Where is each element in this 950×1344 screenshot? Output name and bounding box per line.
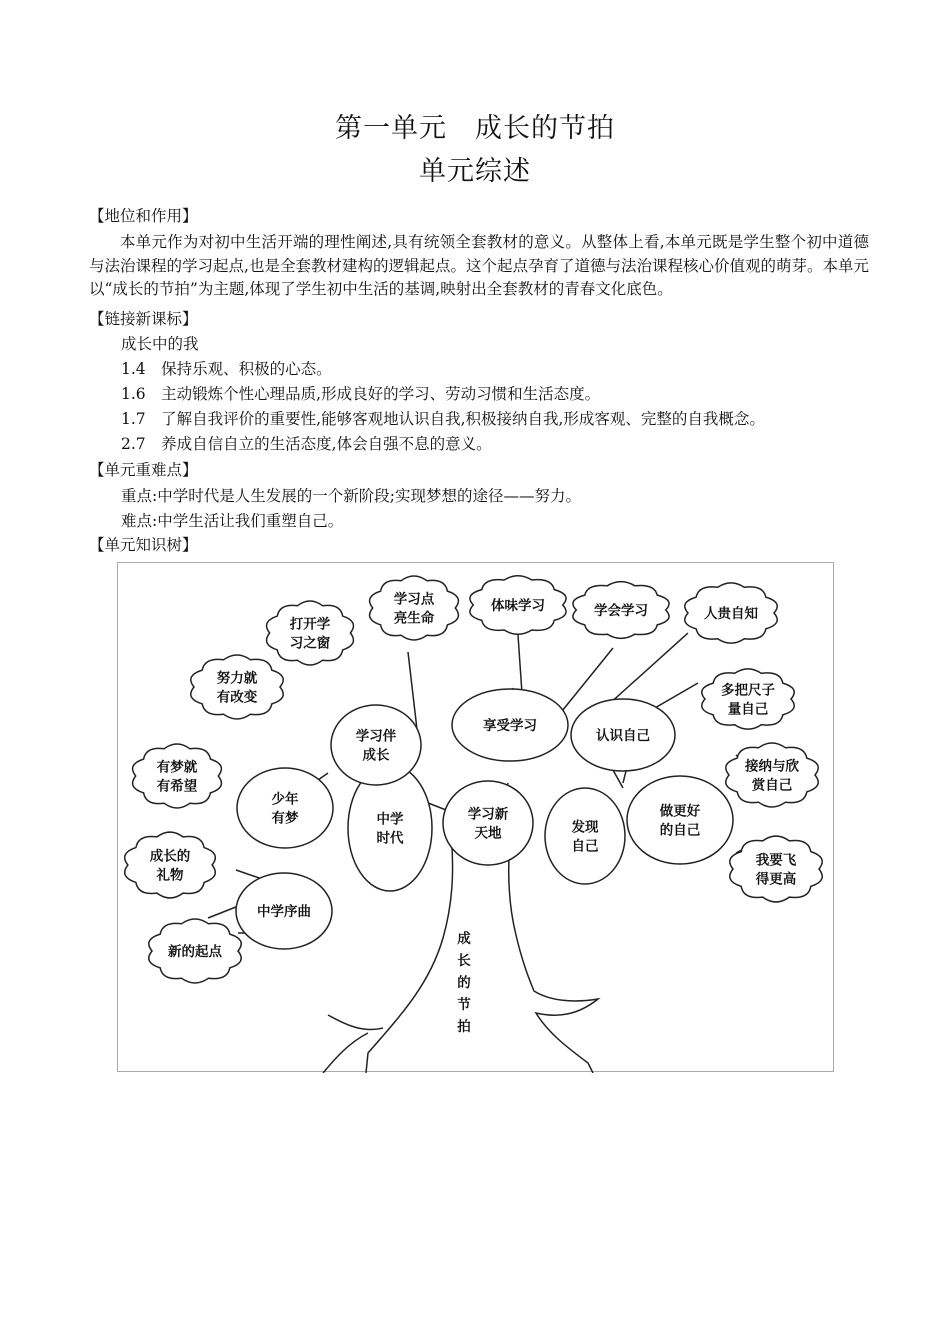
standards-intro: 成长中的我 [121,335,199,353]
tree-oval-node [237,768,333,848]
tree-oval-node [443,781,533,865]
oval-label: 认识自己 [596,728,650,744]
oval-label: 有梦 [271,810,299,827]
tree-cloud-node [191,655,283,719]
tree-cloud-node [133,744,222,808]
tree-cloud-node [702,669,794,729]
cloud-label: 我要飞 [755,852,797,869]
knowledge-tree [117,562,834,1072]
oval-label: 中学序曲 [257,904,311,920]
page-subtitle: 单元综述 [419,156,531,187]
standard-item: 2.7 养成自信自立的生活态度,体会自强不息的意义。 [121,435,492,453]
cloud-label: 有改变 [216,689,258,706]
oval-label: 少年 [271,791,299,808]
cloud-label: 新的起点 [168,944,222,960]
oval-label: 的自己 [659,822,701,839]
cloud-label: 得更高 [755,871,797,888]
cloud-label: 习之窗 [289,635,331,652]
tree-cloud-node [726,743,818,807]
oval-label: 中学 [376,811,404,828]
cloud-label: 亮生命 [393,610,435,627]
cloud-label: 人贵自知 [704,606,758,622]
section-heading-keypoints: 【单元重难点】 [89,461,198,479]
oval-label: 时代 [376,830,404,847]
cloud-label: 量自己 [727,701,769,718]
oval-label: 自己 [571,838,599,855]
tree-cloud-node [370,576,459,640]
tree-cloud-node [267,601,354,665]
tree-oval-node [331,705,421,785]
tree-cloud-node [125,832,216,898]
section-heading-tree: 【单元知识树】 [89,536,198,554]
oval-label: 发现 [571,819,599,836]
standard-item: 1.7 了解自我评价的重要性,能够客观地认识自我,积极接纳自我,形成客观、完整的自我概念。 [121,410,765,428]
cloud-label: 赏自己 [751,777,793,794]
oval-label: 学习新 [467,806,509,823]
cloud-label: 打开学 [289,616,331,633]
section-heading-standards: 【链接新课标】 [89,310,198,328]
tree-cloud-node [730,836,822,902]
trunk-label-char: 的 [457,975,471,991]
tree-oval-node [545,788,625,884]
standard-item: 1.6 主动锻炼个性心理品质,形成良好的学习、劳动习惯和生活态度。 [121,385,601,403]
cloud-label: 学会学习 [594,603,648,619]
position-paragraph: 本单元作为对初中生活开端的理性阐述,具有统领全套教材的意义。从整体上看,本单元既是学生整个初中道德与法治课程的学习起点,也是全套教材建构的逻辑起点。这个起点孕育了道德与法治课程核心价值观的萌芽。本单元以“成长的节拍”为主题,体现了学生初中生活的基调,映射出全套教材的青春文化底色。 [89,233,869,298]
cloud-label: 接纳与欣 [745,758,799,775]
tree-oval-node [627,776,733,864]
cloud-label: 有希望 [156,778,198,795]
trunk-label-char: 成 [457,931,471,947]
cloud-label: 成长的 [149,848,191,865]
cloud-label: 礼物 [156,867,184,884]
cloud-label: 学习点 [393,591,435,608]
oval-label: 做更好 [659,803,701,820]
standard-item: 1.4 保持乐观、积极的心态。 [121,360,332,378]
oval-label: 成长 [362,747,390,764]
key-point: 重点:中学时代是人生发展的一个新阶段;实现梦想的途径——努力。 [121,487,581,505]
cloud-label: 努力就 [216,670,258,687]
cloud-label: 有梦就 [156,759,198,776]
oval-label: 天地 [474,825,502,842]
difficult-point: 难点:中学生活让我们重塑自己。 [121,512,344,530]
cloud-label: 多把尺子 [721,682,775,699]
page-title: 第一单元 成长的节拍 [335,113,615,144]
tree-root [323,1015,383,1073]
oval-label: 享受学习 [483,718,537,734]
oval-label: 学习伴 [355,728,397,745]
section-heading-position: 【地位和作用】 [89,207,198,225]
trunk-label-char: 节 [457,997,471,1013]
cloud-label: 体味学习 [491,598,545,614]
knowledge-tree-svg [118,563,835,1073]
trunk-label-char: 拍 [457,1019,471,1035]
trunk-label-char: 长 [457,953,471,969]
